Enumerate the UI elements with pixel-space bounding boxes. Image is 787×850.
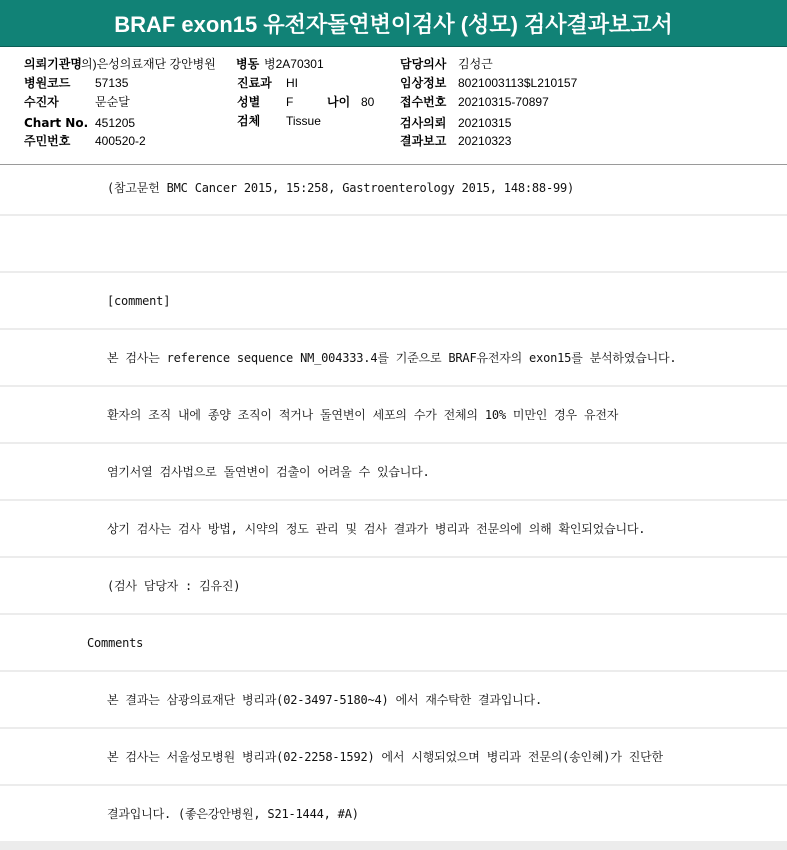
hospital-code-label: 병원코드 <box>24 76 71 90</box>
report-date-label: 결과보고 <box>400 134 447 148</box>
clinical-info-value: 8021003113$L210157 <box>458 76 578 90</box>
specimen-label: 검체 <box>237 114 261 128</box>
report-line <box>0 672 787 727</box>
patient-label: 수진자 <box>24 95 59 109</box>
hospital-code-value: 57135 <box>95 76 129 90</box>
ward-value: 병2A70301 <box>264 57 324 71</box>
report-line-text: 본 결과는 삼광의료재단 병리과(02-3497-5180~4) 에서 재수탁한 결과입니다. <box>107 693 542 707</box>
specimen-value: Tissue <box>286 114 321 128</box>
age-label: 나이 <box>327 95 351 109</box>
report-line <box>0 729 787 784</box>
receipt-value: 20210315-70897 <box>458 95 549 109</box>
request-label: 검사의뢰 <box>400 116 447 130</box>
institution-label: 의뢰기관명 <box>24 57 82 71</box>
report-line-text: 환자의 조직 내에 종양 조직이 적거나 돌연변이 세포의 수가 전체의 10% 미만인 경우 유전자 <box>107 408 619 422</box>
report-line <box>0 615 787 670</box>
patient-value: 문순달 <box>95 95 130 109</box>
report-line <box>0 216 787 271</box>
doctor-label: 담당의사 <box>400 57 447 71</box>
sex-label: 성별 <box>237 95 261 109</box>
report-line <box>0 330 787 385</box>
report-line <box>0 165 787 214</box>
sex-value: F <box>286 95 294 109</box>
report-line-text: 본 검사는 reference sequence NM_004333.4를 기준으로 BRAF유전자의 exon15를 분석하였습니다. <box>107 351 677 365</box>
patient-info-header <box>0 47 787 165</box>
report-line <box>0 444 787 499</box>
doctor-value: 김성근 <box>458 57 493 71</box>
chart-no-label: Chart No. <box>24 116 89 130</box>
report-line-text: [comment] <box>107 293 171 308</box>
request-value: 20210315 <box>458 116 512 130</box>
dept-value: HI <box>286 76 298 90</box>
age-value: 80 <box>361 95 375 109</box>
report-date-value: 20210323 <box>458 134 512 148</box>
report-line <box>0 786 787 841</box>
report-line-text: (참고문헌 BMC Cancer 2015, 15:258, Gastroenterology 2015, 148:88-99) <box>107 181 575 195</box>
report-line-text: 본 검사는 서울성모병원 병리과(02-2258-1592) 에서 시행되었으며 병리과 전문의(송인혜)가 진단한 <box>107 750 663 764</box>
report-line-text: 염기서열 검사법으로 돌연변이 검출이 어려울 수 있습니다. <box>107 465 430 479</box>
comments-heading: Comments <box>87 635 144 650</box>
chart-no-value: 451205 <box>95 116 136 130</box>
report-body <box>0 165 787 850</box>
report-line <box>0 273 787 328</box>
report-line-text: 상기 검사는 검사 방법, 시약의 정도 관리 및 검사 결과가 병리과 전문의에 의해 확인되었습니다. <box>107 522 646 536</box>
report-line <box>0 501 787 556</box>
receipt-label: 접수번호 <box>400 95 447 109</box>
clinical-info-label: 임상정보 <box>400 76 447 90</box>
report-line-text: (검사 담당자 : 김유진) <box>107 579 241 593</box>
report-line <box>0 558 787 613</box>
institution-value: 의)은성의료재단 강안병원 <box>81 57 216 71</box>
dept-label: 진료과 <box>237 76 272 90</box>
report-title: BRAF exon15 유전자돌연변이검사 (성모) 검사결과보고서 <box>0 0 787 47</box>
report-line <box>0 387 787 442</box>
report-line-text: 결과입니다. (좋은강안병원, S21-1444, #A) <box>107 807 359 821</box>
id-number-value: 400520-2 <box>95 134 146 148</box>
ward-label: 병동 <box>236 57 260 71</box>
id-number-label: 주민번호 <box>24 134 71 148</box>
